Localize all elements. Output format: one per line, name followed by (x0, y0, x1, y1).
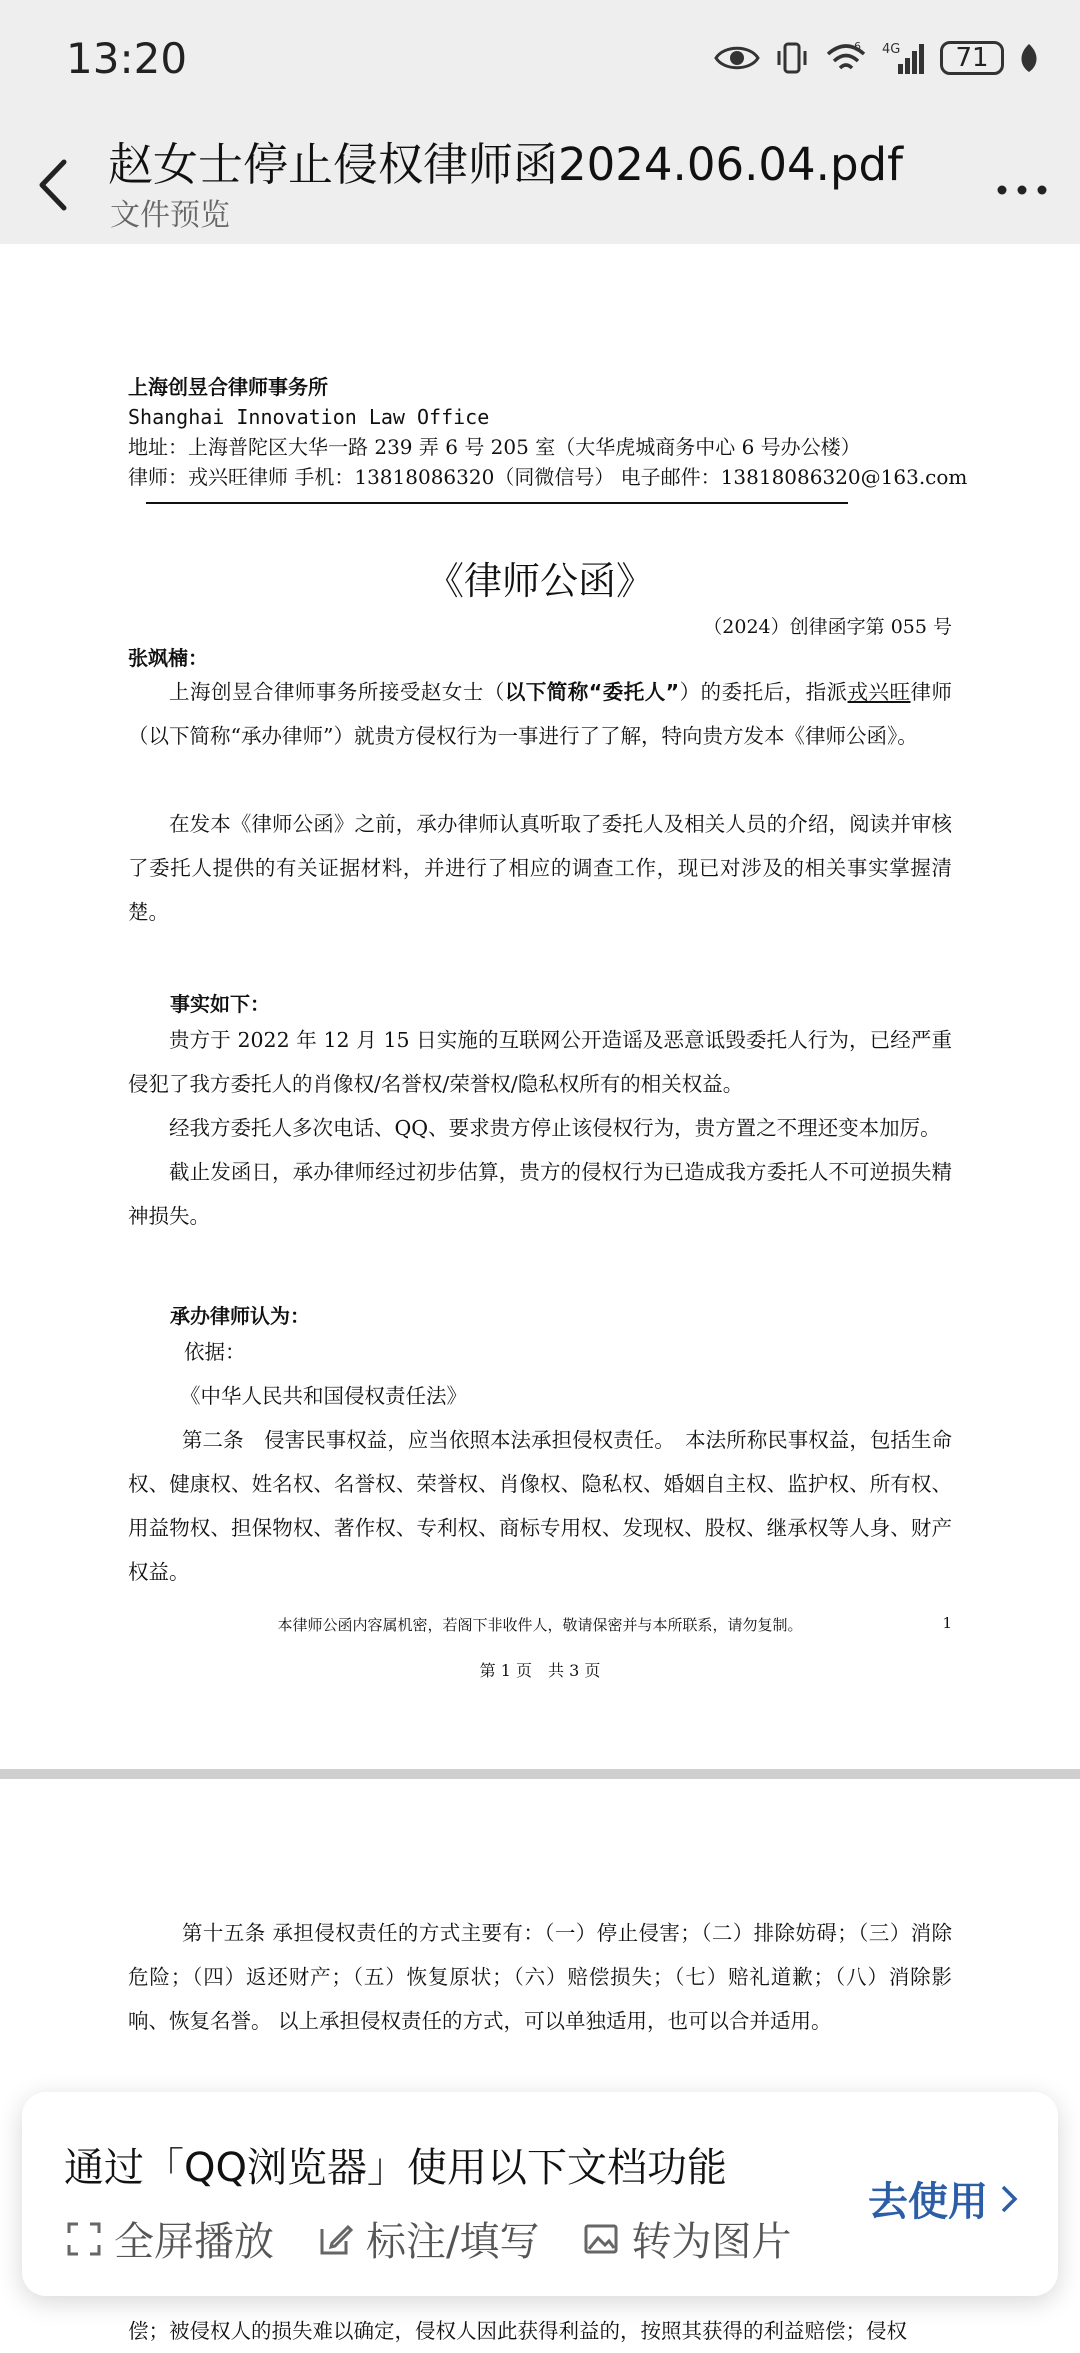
firm-contact: 律师：戎兴旺律师 手机：13818086320（同微信号） 电子邮件：13818086320@163.com (128, 465, 968, 489)
cellular-signal-icon (882, 40, 926, 76)
status-icons (714, 36, 1040, 80)
feature-fullscreen-label: 全屏播放 (114, 2219, 274, 2265)
footer-page-number: 1 (942, 1614, 952, 1632)
confidentiality-note: 本律师公函内容属机密，若阁下非收件人，敬请保密并与本所联系，请勿复制。 (277, 1616, 803, 1634)
chevron-right-icon (998, 2181, 1020, 2217)
more-options-icon[interactable] (992, 160, 1052, 220)
feature-annotate[interactable] (318, 2210, 539, 2267)
wifi-icon (824, 40, 868, 76)
fact-paragraph-3: 截止发函日，承办律师经过初步估算，贵方的侵权行为已造成我方委托人不可逆损失精神损失。 (128, 1160, 952, 1228)
image-icon (583, 2221, 619, 2257)
file-subtitle: 文件预览 (110, 198, 230, 233)
leaf-icon (1018, 42, 1040, 74)
file-title: 赵女士停止侵权律师函2024.06.04.pdf (108, 138, 903, 191)
paragraph-investigation: 在发本《律师公函》之前，承办律师认真听取了委托人及相关人员的介绍，阅读并审核了委托人提供的有关证据材料，并进行了相应的调查工作，现已对涉及的相关事实掌握清楚。 (128, 812, 952, 924)
firm-address: 地址：上海普陀区大华一路 239 弄 6 号 205 室（大华虎城商务中心 6 号办公楼） (128, 435, 861, 459)
go-use-button[interactable] (868, 2170, 1020, 2227)
svg-text:4G: 4G (882, 42, 901, 57)
reference-number: （2024）创律函字第 055 号 (703, 616, 952, 638)
paragraph-intro (128, 670, 952, 758)
feature-to-image-label: 转为图片 (631, 2219, 792, 2265)
feature-annotate-label: 标注/填写 (366, 2219, 540, 2265)
page-count: 第 1 页 共 3 页 (479, 1661, 601, 1680)
qq-banner-title: 通过「QQ浏览器」使用以下文档功能 (64, 2145, 727, 2191)
basis-label: 依据： (184, 1340, 246, 1364)
qq-feature-list (66, 2210, 791, 2267)
qq-browser-banner[interactable] (22, 2092, 1058, 2296)
opinion-heading: 承办律师认为： (170, 1304, 310, 1328)
fullscreen-icon (66, 2221, 102, 2257)
battery-indicator: 71 (940, 41, 1004, 75)
article-2: 第二条 侵害民事权益，应当依照本法承担侵权责任。 本法所称民事权益，包括生命权、健康权、姓名权、名誉权、荣誉权、肖像权、隐私权、婚姻自主权、监护权、所有权、用益物权、担保物权、著作权、专利权、商标专用权、发现权、股权、继承权等人身、财产权益。 (128, 1428, 952, 1584)
para1-part-a: 上海创昱合律师事务所接受赵女士（ (169, 680, 505, 704)
recipient-name: 张飒楠： (128, 646, 208, 670)
pdf-page-1[interactable] (0, 244, 1080, 1769)
firm-name-cn: 上海创昱合律师事务所 (128, 375, 328, 399)
para1-bold: 以下简称“委托人” (504, 680, 680, 704)
feature-fullscreen[interactable] (66, 2210, 274, 2267)
letterhead (128, 372, 967, 492)
facts-heading: 事实如下： (170, 992, 270, 1016)
firm-name-en: Shanghai Innovation Law Office (128, 405, 490, 429)
page-separator (0, 1769, 1080, 1779)
fact-paragraph-2: 经我方委托人多次电话、QQ、要求贵方停止该侵权行为，贵方置之不理还变本加厉。 (169, 1116, 941, 1140)
back-arrow-icon[interactable] (26, 150, 82, 220)
eye-icon (714, 42, 760, 74)
status-bar (0, 0, 1080, 120)
article-15: 第十五条 承担侵权责任的方式主要有：（一）停止侵害；（二）排除妨碍；（三）消除危险；（四）返还财产；（五）恢复原状；（六）赔偿损失；（七）赔礼道歉；（八）消除影响、恢复名誉。 以上承担侵权责任的方式，可以单独适用，也可以合并适用。 (128, 1921, 952, 2033)
go-use-label: 去使用 (868, 2179, 988, 2225)
para1-part-c: 律师（以下简称“承办律师”）就贵方侵权行为一事进行了了解，特向贵方发本《律师公函》。 (128, 680, 953, 748)
lawyer-name-underlined: 戎兴旺 (847, 680, 911, 704)
status-time: 13:20 (66, 34, 188, 83)
feature-to-image[interactable] (583, 2210, 791, 2267)
edit-icon (318, 2221, 354, 2257)
letterhead-divider (146, 502, 848, 504)
page2-bottom-text: 偿；被侵权人的损失难以确定，侵权人因此获得利益的，按照其获得的利益赔偿；侵权 (128, 2319, 907, 2343)
svg-text:6: 6 (854, 40, 861, 53)
letter-title: 《律师公函》 (425, 559, 654, 603)
law-name: 《中华人民共和国侵权责任法》 (180, 1384, 467, 1408)
para1-part-b: ）的委托后，指派 (679, 680, 848, 704)
vibrate-icon (774, 40, 810, 76)
fact-paragraph-1: 贵方于 2022 年 12 月 15 日实施的互联网公开造谣及恶意诋毁委托人行为，已经严重侵犯了我方委托人的肖像权/名誉权/荣誉权/隐私权所有的相关权益。 (128, 1028, 952, 1096)
app-header (0, 120, 1080, 244)
